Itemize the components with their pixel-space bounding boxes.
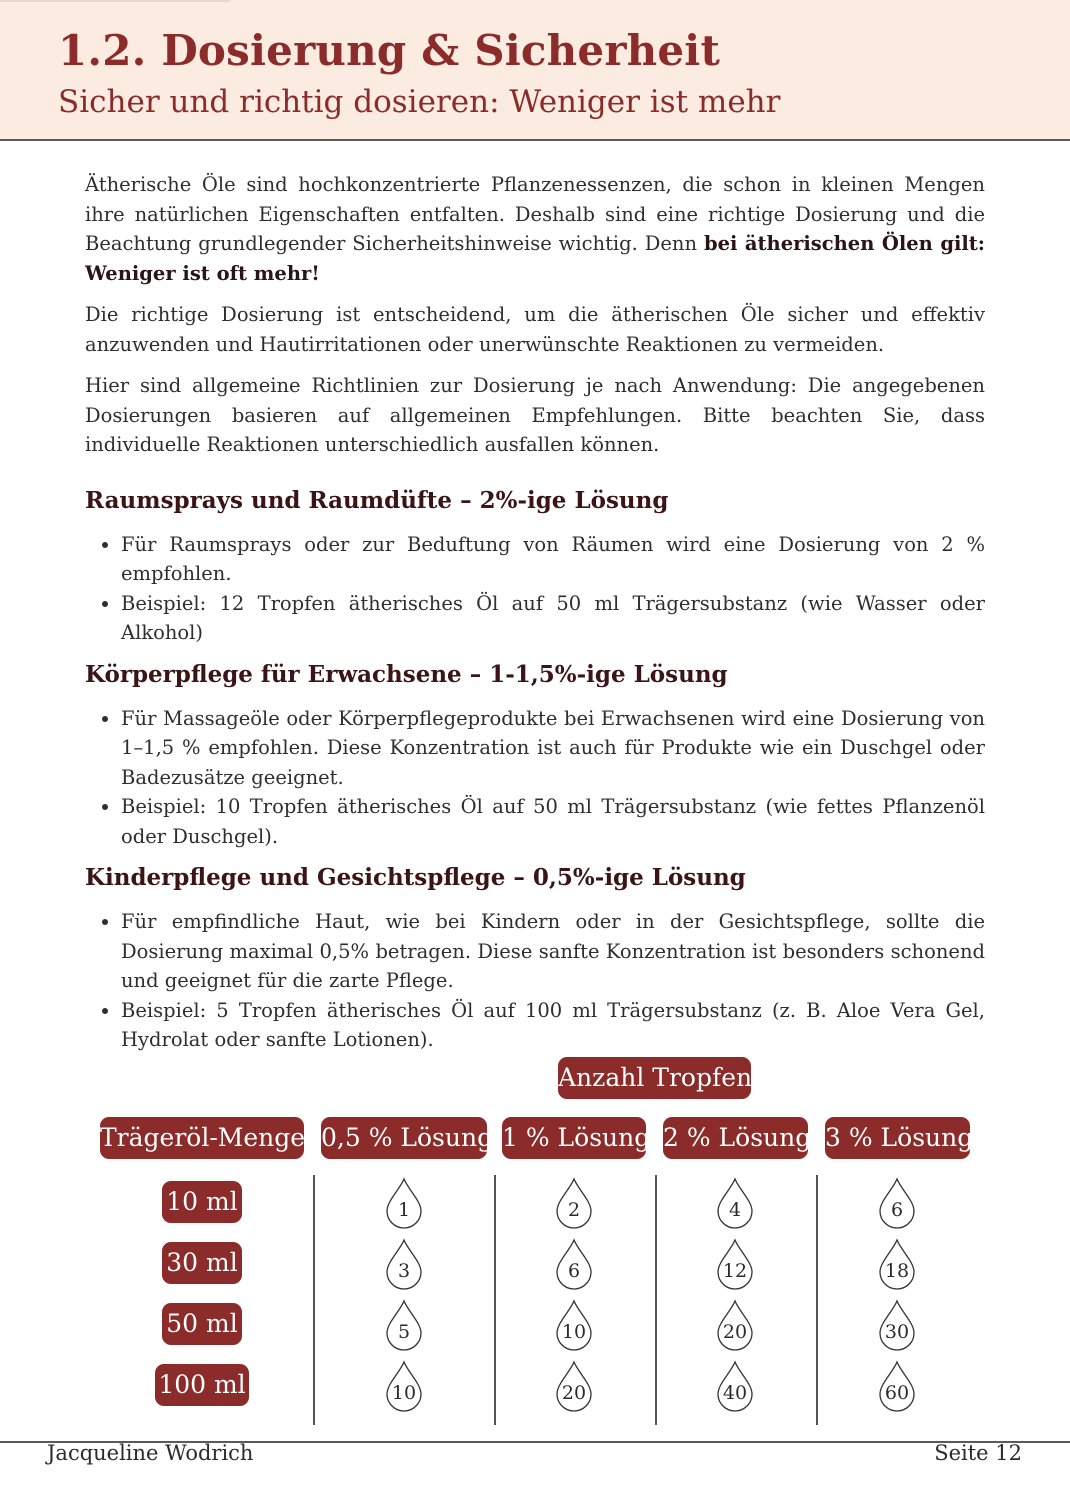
- intro-emphasis: bei ätherischen Ölen gilt: Weniger ist oft mehr!: [85, 232, 985, 285]
- footer-page-number: Seite 12: [934, 1441, 1022, 1465]
- droplet-icon: [384, 1299, 424, 1351]
- droplet-icon: [715, 1360, 755, 1412]
- section-heading-room-spray: Raumsprays und Raumdüfte – 2%-ige Lösung: [85, 486, 669, 514]
- drop-count: 1: [397, 1199, 411, 1221]
- drop-count: 20: [722, 1321, 748, 1343]
- row-label-100ml: 100 ml: [155, 1364, 249, 1406]
- droplet-icon: [715, 1238, 755, 1290]
- drop-count: 40: [722, 1382, 748, 1404]
- main-content: [85, 170, 985, 1055]
- column-divider: [655, 1175, 657, 1425]
- list-item: • Beispiel: 5 Tropfen ätherisches Öl auf 100 ml Trägersubstanz (z. B. Aloe Vera Gel, Hydrolat oder sanfte Lotionen).: [121, 996, 985, 1055]
- droplet-icon: [715, 1177, 755, 1229]
- droplet-icon: [554, 1360, 594, 1412]
- drop-count: 12: [722, 1260, 748, 1282]
- droplet-icon: [877, 1177, 917, 1229]
- column-divider: [816, 1175, 818, 1425]
- drop-count: 6: [890, 1199, 904, 1221]
- column-divider: [494, 1175, 496, 1425]
- section-heading-child-face-care: Kinderpflege und Gesichtspflege – 0,5%-ige Lösung: [85, 864, 746, 891]
- list-item: • Für empfindliche Haut, wie bei Kindern oder in der Gesichtspflege, sollte die Dosierung maximal 0,5% betragen. Diese sanfte Konzentration ist besonders schonend und geeignet für die zarte Pflege.: [121, 907, 985, 996]
- drop-count: 6: [567, 1260, 581, 1282]
- column-divider: [313, 1175, 315, 1425]
- column-header-2-percent: 2 % Lösung: [663, 1117, 808, 1159]
- drop-count: 10: [561, 1321, 587, 1343]
- row-label-50ml: 50 ml: [162, 1303, 242, 1345]
- drop-count: 60: [884, 1382, 910, 1404]
- drop-count: 3: [397, 1260, 411, 1282]
- footer-author: Jacqueline Wodrich: [47, 1441, 254, 1465]
- list-item: • Beispiel: 12 Tropfen ätherisches Öl auf 50 ml Trägersubstanz (wie Wasser oder Alkohol): [121, 589, 985, 648]
- intro-text: Ätherische Öle sind hochkonzentrierte Pflanzenessenzen, die schon in kleinen Mengen ihre natürlichen Eigenschaften entfalten. Deshalb sind eine richtige Dosierung und die Beachtung grundlegender Sicherheitshinweise wichtig. Denn: [85, 173, 985, 255]
- droplet-icon: [877, 1299, 917, 1351]
- droplet-icon: [554, 1299, 594, 1351]
- drop-count: 4: [728, 1199, 742, 1221]
- header-accent-line: [0, 0, 230, 2]
- list-item: • Für Massageöle oder Körperpflegeprodukte bei Erwachsenen wird eine Dosierung von 1–1,5 % empfohlen. Diese Konzentration ist auch für Produkte wie ein Duschgel oder Badezusätze geeignet.: [121, 704, 985, 793]
- droplet-icon: [384, 1238, 424, 1290]
- page-header: [0, 0, 1070, 141]
- list-item: • Beispiel: 10 Tropfen ätherisches Öl auf 50 ml Trägersubstanz (wie fettes Pflanzenöl oder Duschgel).: [121, 792, 985, 851]
- droplet-icon: [384, 1177, 424, 1229]
- drop-count: 10: [391, 1382, 417, 1404]
- section-heading-body-care: Körperpflege für Erwachsene – 1-1,5%-ige Lösung: [85, 660, 728, 688]
- droplet-icon: [715, 1299, 755, 1351]
- droplet-icon: [384, 1360, 424, 1412]
- intro-paragraph-1: [85, 170, 985, 288]
- column-header-carrier-amount: Trägeröl-Menge: [100, 1117, 304, 1159]
- column-header-3-percent: 3 % Lösung: [825, 1117, 970, 1159]
- drop-count: 2: [567, 1199, 581, 1221]
- drop-count: 20: [561, 1382, 587, 1404]
- droplet-icon: [877, 1238, 917, 1290]
- page-subtitle: Sicher und richtig dosieren: Weniger ist mehr: [58, 84, 781, 120]
- drop-count: 30: [884, 1321, 910, 1343]
- column-header-0-5-percent: 0,5 % Lösung: [321, 1117, 487, 1159]
- page-title: 1.2. Dosierung & Sicherheit: [58, 26, 721, 75]
- drop-count: 18: [884, 1260, 910, 1282]
- row-label-30ml: 30 ml: [162, 1242, 242, 1284]
- drops-count-label: Anzahl Tropfen: [558, 1057, 751, 1099]
- list-item: • Für Raumsprays oder zur Beduftung von Räumen wird eine Dosierung von 2 % empfohlen.: [121, 530, 985, 589]
- column-header-1-percent: 1 % Lösung: [502, 1117, 646, 1159]
- drop-count: 5: [397, 1321, 411, 1343]
- intro-paragraph-3: Hier sind allgemeine Richtlinien zur Dosierung je nach Anwendung: Die angegebenen Dosierungen basieren auf allgemeinen Empfehlungen. Bitte beachten Sie, dass individuelle Reaktionen unterschiedlich ausfallen können.: [85, 374, 985, 456]
- droplet-icon: [554, 1238, 594, 1290]
- droplet-icon: [877, 1360, 917, 1412]
- room-spray-list: [85, 530, 985, 648]
- body-care-list: [85, 704, 985, 852]
- droplet-icon: [554, 1177, 594, 1229]
- row-label-10ml: 10 ml: [162, 1181, 242, 1223]
- child-face-care-list: [85, 907, 985, 1055]
- intro-paragraph-2: Die richtige Dosierung ist entscheidend, um die ätherischen Öle sicher und effektiv anzuwenden und Hautirritationen oder unerwünschte Reaktionen zu vermeiden.: [85, 303, 985, 356]
